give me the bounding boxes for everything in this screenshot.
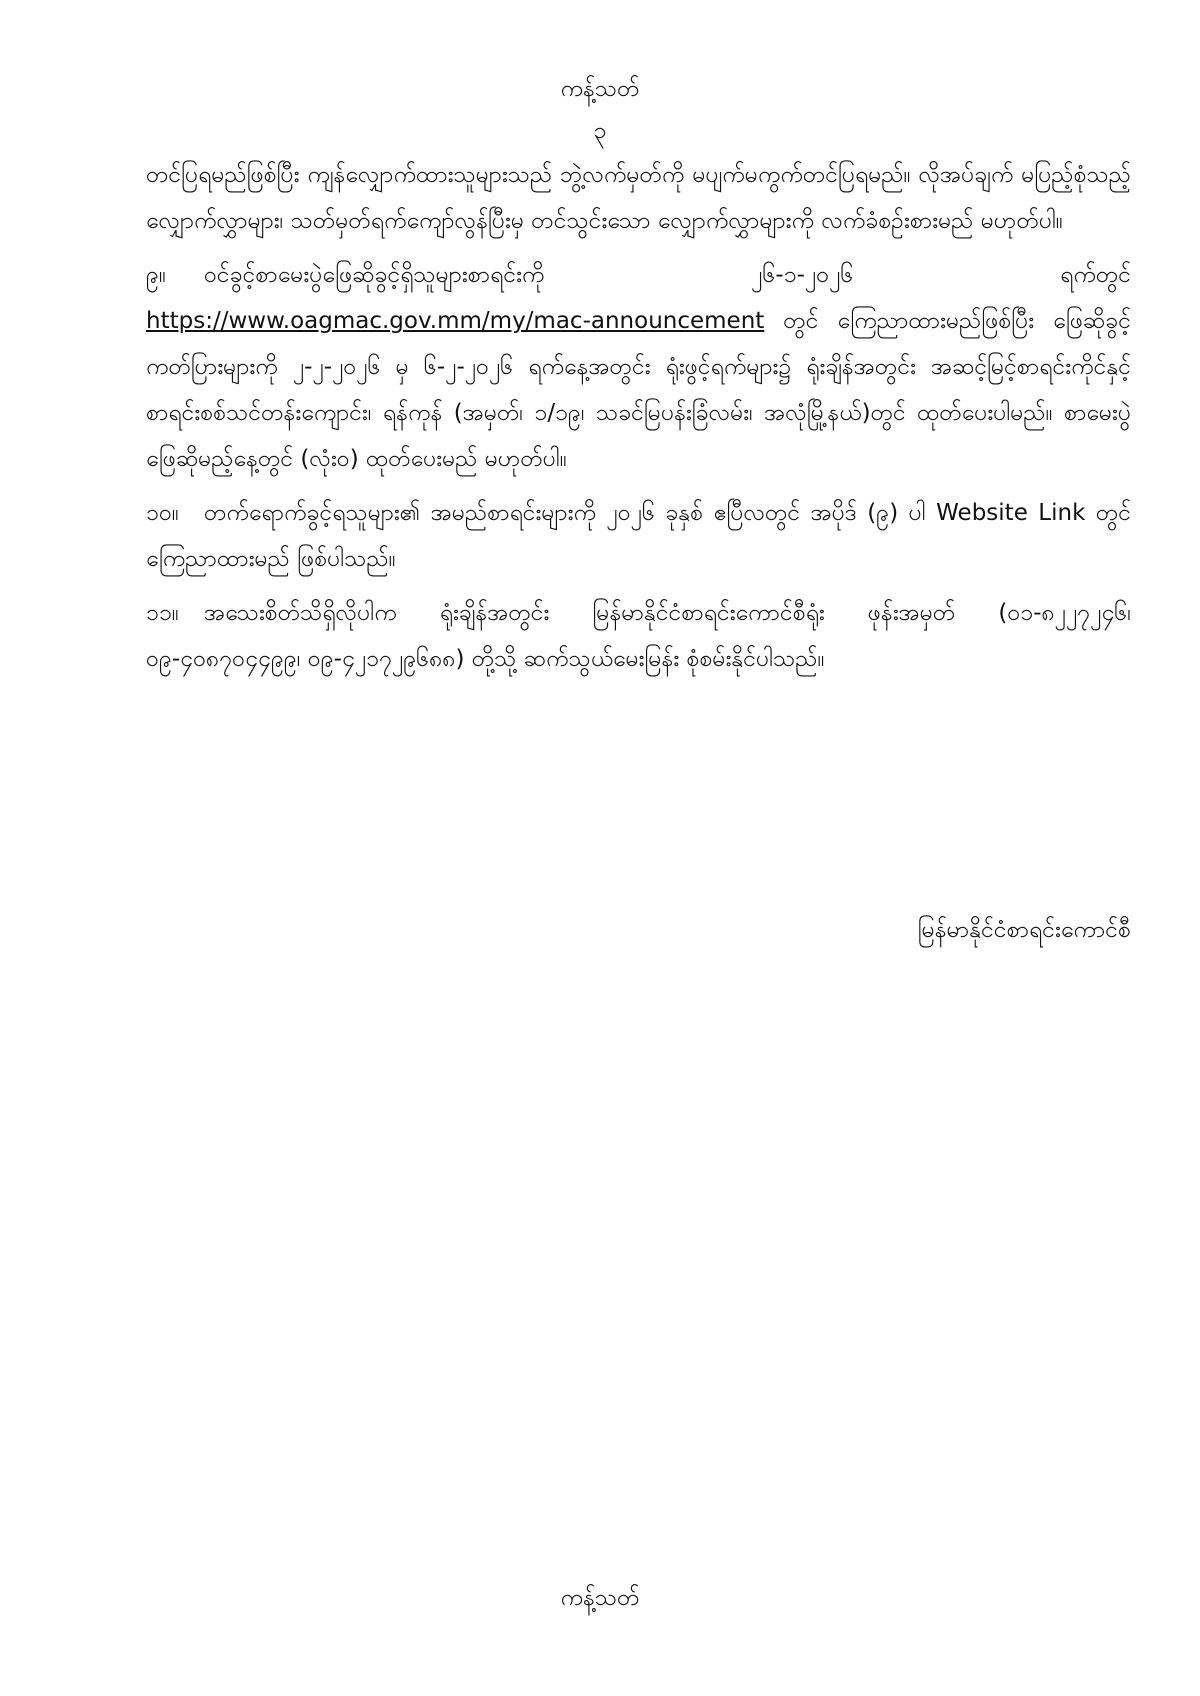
paragraph-number: ၁၀။ [146,500,179,526]
header-classification: ကန့်သတ် [560,76,640,102]
paragraph-10 [146,490,1131,582]
paragraph-text: အသေးစိတ်သိရှိလိုပါက ရုံးချိန်အတွင်း မြန်မာနိုင်ငံစာရင်းကောင်စီရုံး ဖုန်းအမှတ် (၀၁-၈၂၂၇၂၄၆၊ ၀၉-၄၀၈၇၀၄၄၉၉၊ ၀၉-၄၂၁၇၂၉၆၈၈) တို့သို့ ဆက်သွယ်မေးမြန်း စုံစမ်းနိုင်ပါသည်။ [146,600,1131,672]
paragraph-11 [146,590,1131,682]
signature-block: မြန်မာနိုင်ငံစာရင်းကောင်စီ [917,917,1131,943]
paragraph-text: တွင် ကြေညာထားမည်ဖြစ်ပြီး ဖြေဆိုခွင့်ကတ်ပြားများကို ၂-၂-၂၀၂၆ မှ ၆-၂-၂၀၂၆ ရက်နေ့အတွင်း ရုံးဖွင့်ရက်များ၌ ရုံးချိန်အတွင်း အဆင့်မြင့်စာရင်းကိုင်နှင့် စာရင်းစစ်သင်တန်းကျောင်း၊ ရန်ကုန် (အမှတ်၊ ၁/၁၉၊ သခင်မြပန်းခြံလမ်း၊ အလုံမြို့နယ်)တွင် ထုတ်ပေးပါမည်။ စာမေးပွဲဖြေဆိုမည့်နေ့တွင် (လုံး၀) ထုတ်ပေးမည် မဟုတ်ပါ။ [146,308,1131,472]
paragraph-number: ၉။ [146,262,166,288]
paragraph-continuation: တင်ပြရမည်ဖြစ်ပြီး ကျန်လျှောက်ထားသူများသည် ဘွဲ့လက်မှတ်ကို မပျက်မကွက်တင်ပြရမည်။ လိုအပ်ချက် မပြည့်စုံသည့် လျှောက်လွှာများ၊ သတ်မှတ်ရက်ကျော်လွန်ပြီးမှ တင်သွင်းသော လျှောက်လွှာများကို လက်ခံစဉ်းစားမည် မဟုတ်ပါ။ [146,162,1131,234]
paragraph-number: ၁၁။ [146,600,179,626]
announcement-link[interactable]: https://www.oagmac.gov.mm/my/mac-announcement [146,308,765,334]
footer-classification: ကန့်သတ် [560,1585,640,1611]
paragraph-9 [146,252,1131,482]
page-number: ၃ [593,118,607,144]
paragraph-text: ဝင်ခွင့်စာမေးပွဲဖြေဆိုခွင့်ရှိသူများစာရင်းကို ၂၆-၁-၂၀၂၆ ရက်တွင် [204,262,1131,288]
body-text [146,152,1131,690]
paragraph-text: တက်ရောက်ခွင့်ရသူများ၏ အမည်စာရင်းများကို ၂၀၂၆ ခုနှစ် ဧပြီလတွင် အပိုဒ် (၉) ပါ Website Link တွင် ကြေညာထားမည် ဖြစ်ပါသည်။ [146,500,1131,572]
